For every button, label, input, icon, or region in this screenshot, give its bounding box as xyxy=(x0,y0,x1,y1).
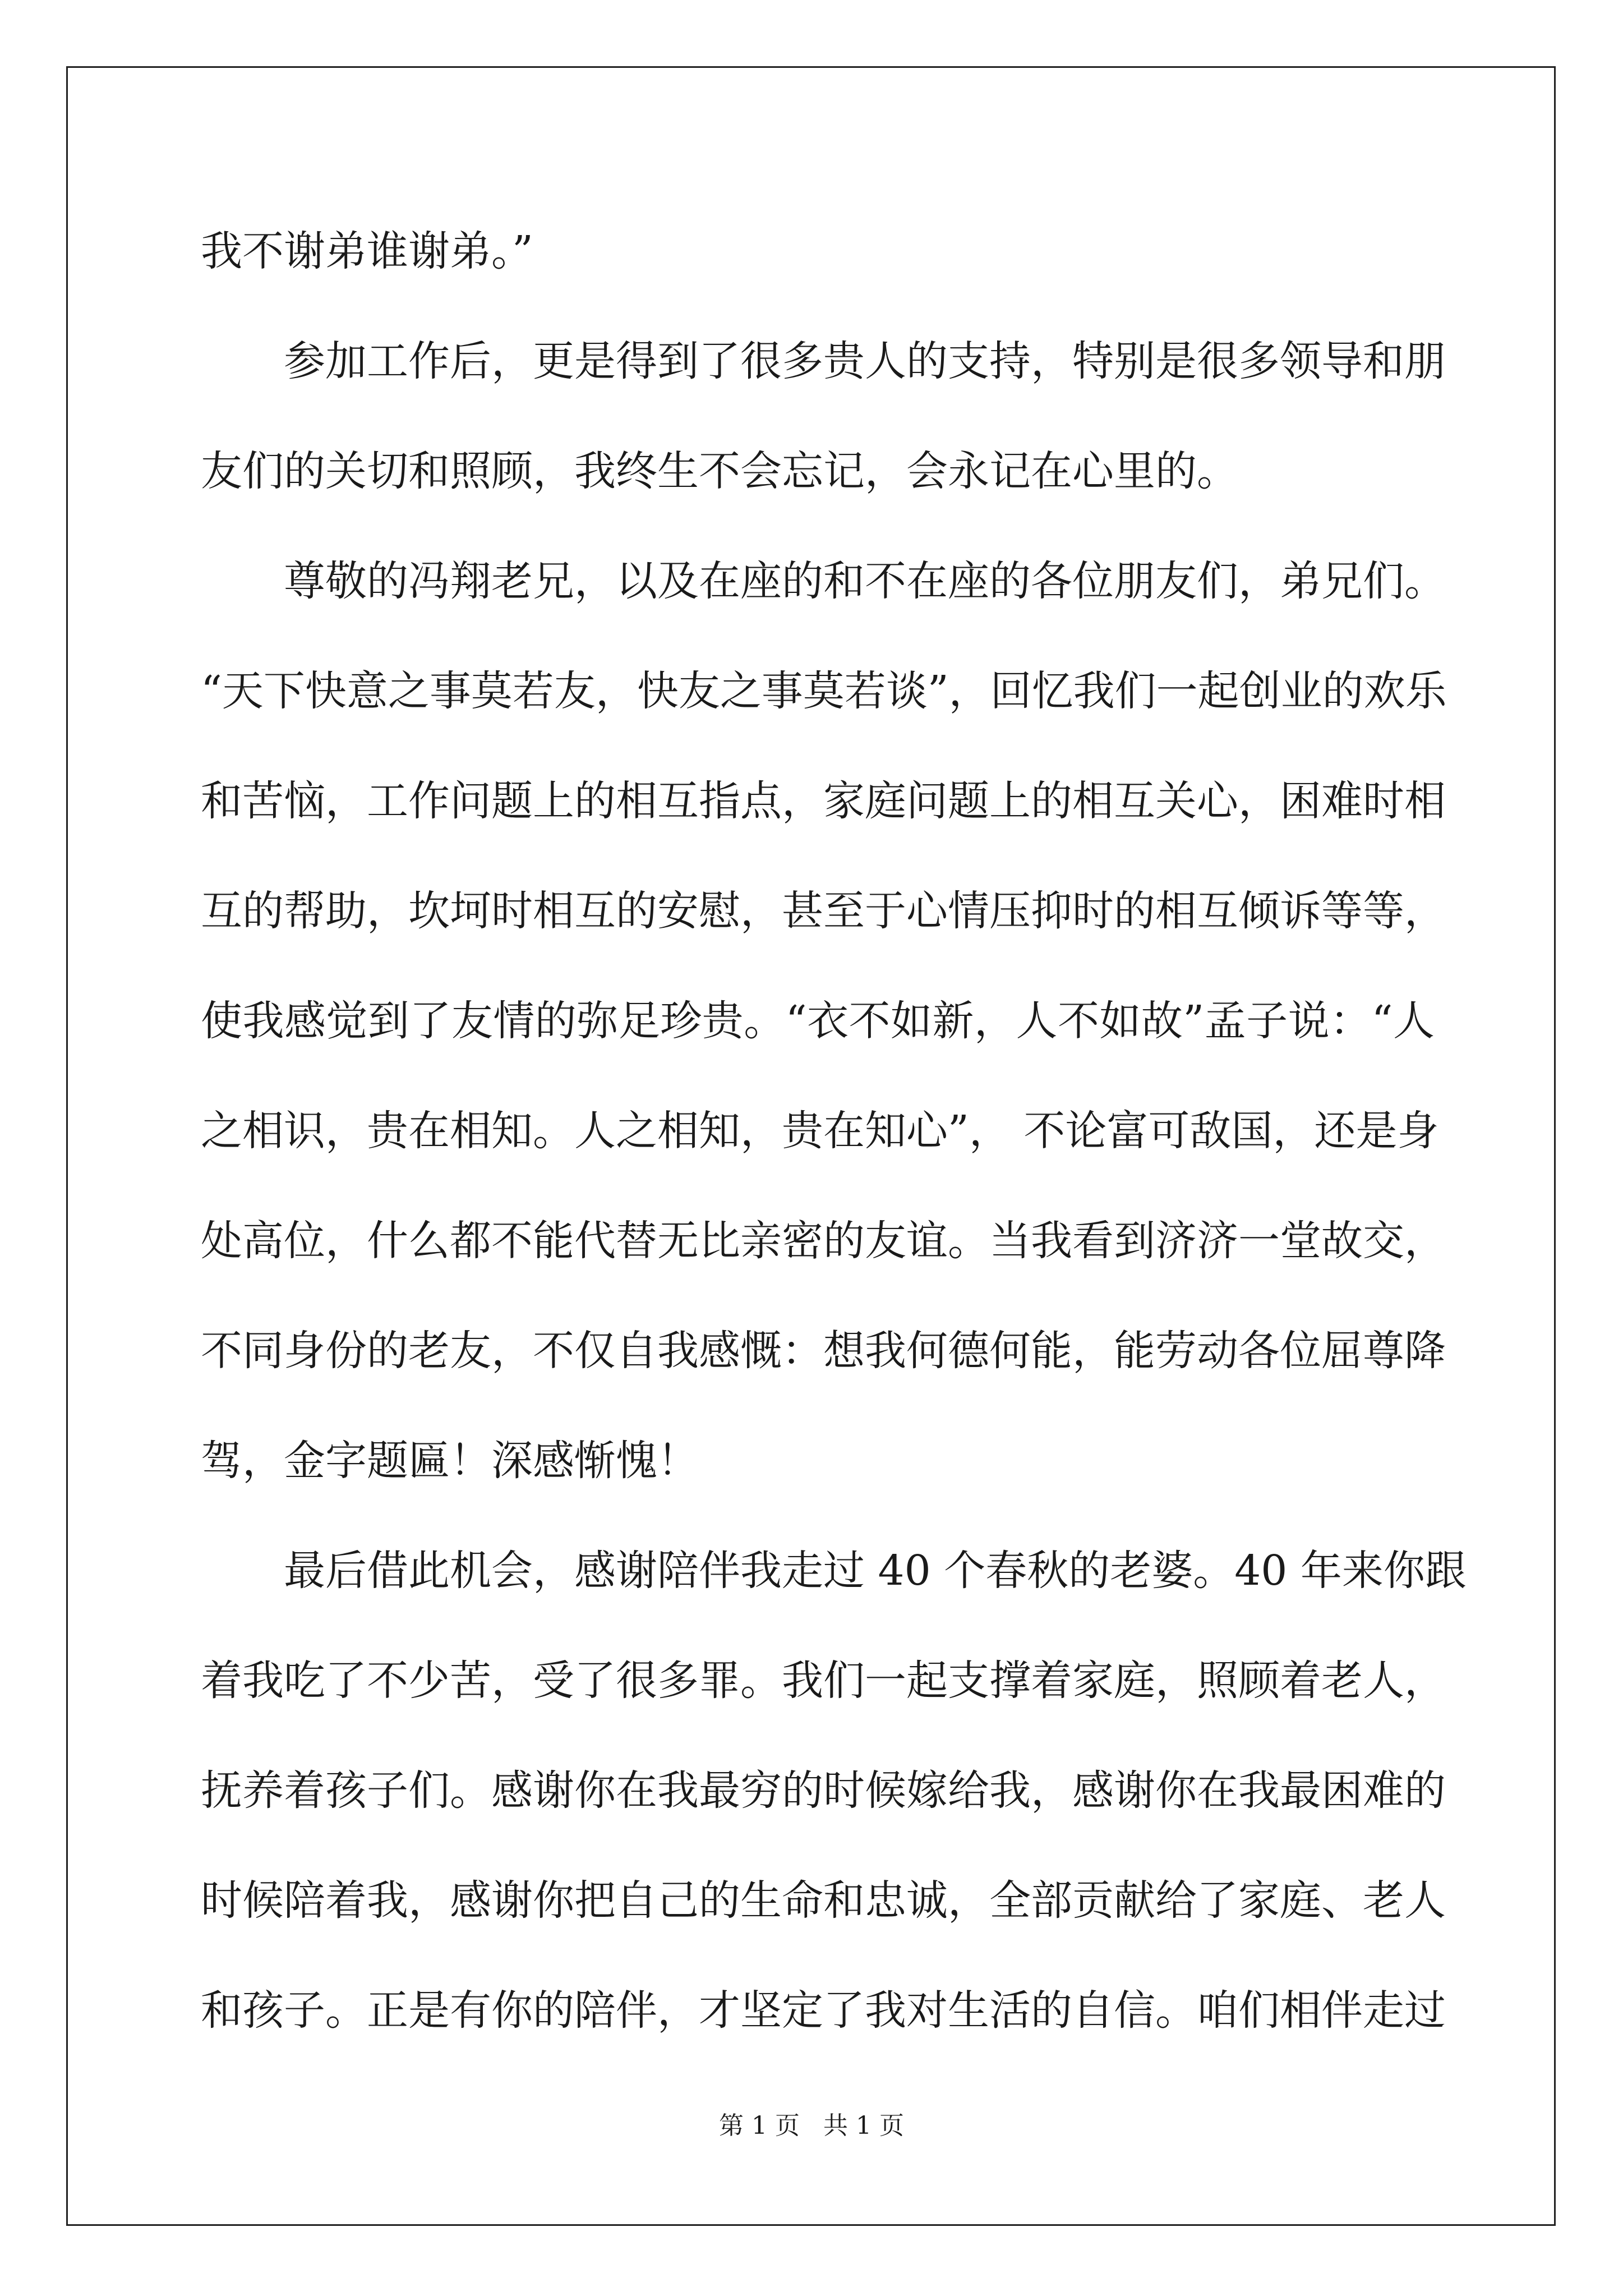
text-line: 着我吃了不少苦，受了很多罪。我们一起支撑着家庭，照顾着老人， xyxy=(201,1657,1446,1705)
text-line: 处高位，什么都不能代替无比亲密的友谊。当我看到济济一堂故交， xyxy=(201,1217,1446,1265)
text-line: 和苦恼，工作问题上的相互指点，家庭问题上的相互关心，困难时相 xyxy=(201,777,1446,825)
text-line: 我不谢弟谁谢弟。” xyxy=(201,227,533,275)
text-line: 和孩子。正是有你的陪伴，才坚定了我对生活的自信。咱们相伴走过 xyxy=(201,1986,1446,2035)
text-line: 尊敬的冯翔老兄，以及在座的和不在座的各位朋友们，弟兄们。 xyxy=(284,557,1446,605)
text-line: 抚养着孩子们。感谢你在我最穷的时候嫁给我，感谢你在我最困难的 xyxy=(201,1766,1446,1815)
text-line: 互的帮助，坎坷时相互的安慰，甚至于心情压抑时的相互倾诉等等， xyxy=(201,887,1446,935)
page-number-footer: 第 1 页 共 1 页 xyxy=(719,2111,904,2140)
text-line: 时候陪着我，感谢你把自己的生命和忠诚，全部贡献给了家庭、老人 xyxy=(201,1876,1446,1925)
text-line: 友们的关切和照顾，我终生不会忘记，会永记在心里的。 xyxy=(201,447,1238,495)
text-line: 最后借此机会，感谢陪伴我走过 40 个春秋的老婆。40 年来你跟 xyxy=(284,1547,1467,1595)
text-line: 之相识，贵在相知。人之相知，贵在知心”， 不论富可敌国，还是身 xyxy=(201,1107,1439,1155)
text-line: “天下快意之事莫若友，快友之事莫若谈”，回忆我们一起创业的欢乐 xyxy=(201,667,1447,715)
text-line: 不同身份的老友，不仅自我感慨：想我何德何能，能劳动各位屈尊降 xyxy=(201,1327,1446,1375)
document-body xyxy=(201,206,1467,2076)
text-line: 驾，金字题匾！深感惭愧！ xyxy=(201,1437,699,1485)
text-line: 参加工作后，更是得到了很多贵人的支持，特别是很多领导和朋 xyxy=(284,337,1446,385)
text-line: 使我感觉到了友情的弥足珍贵。“衣不如新，人不如故”孟子说：“人 xyxy=(201,997,1435,1045)
